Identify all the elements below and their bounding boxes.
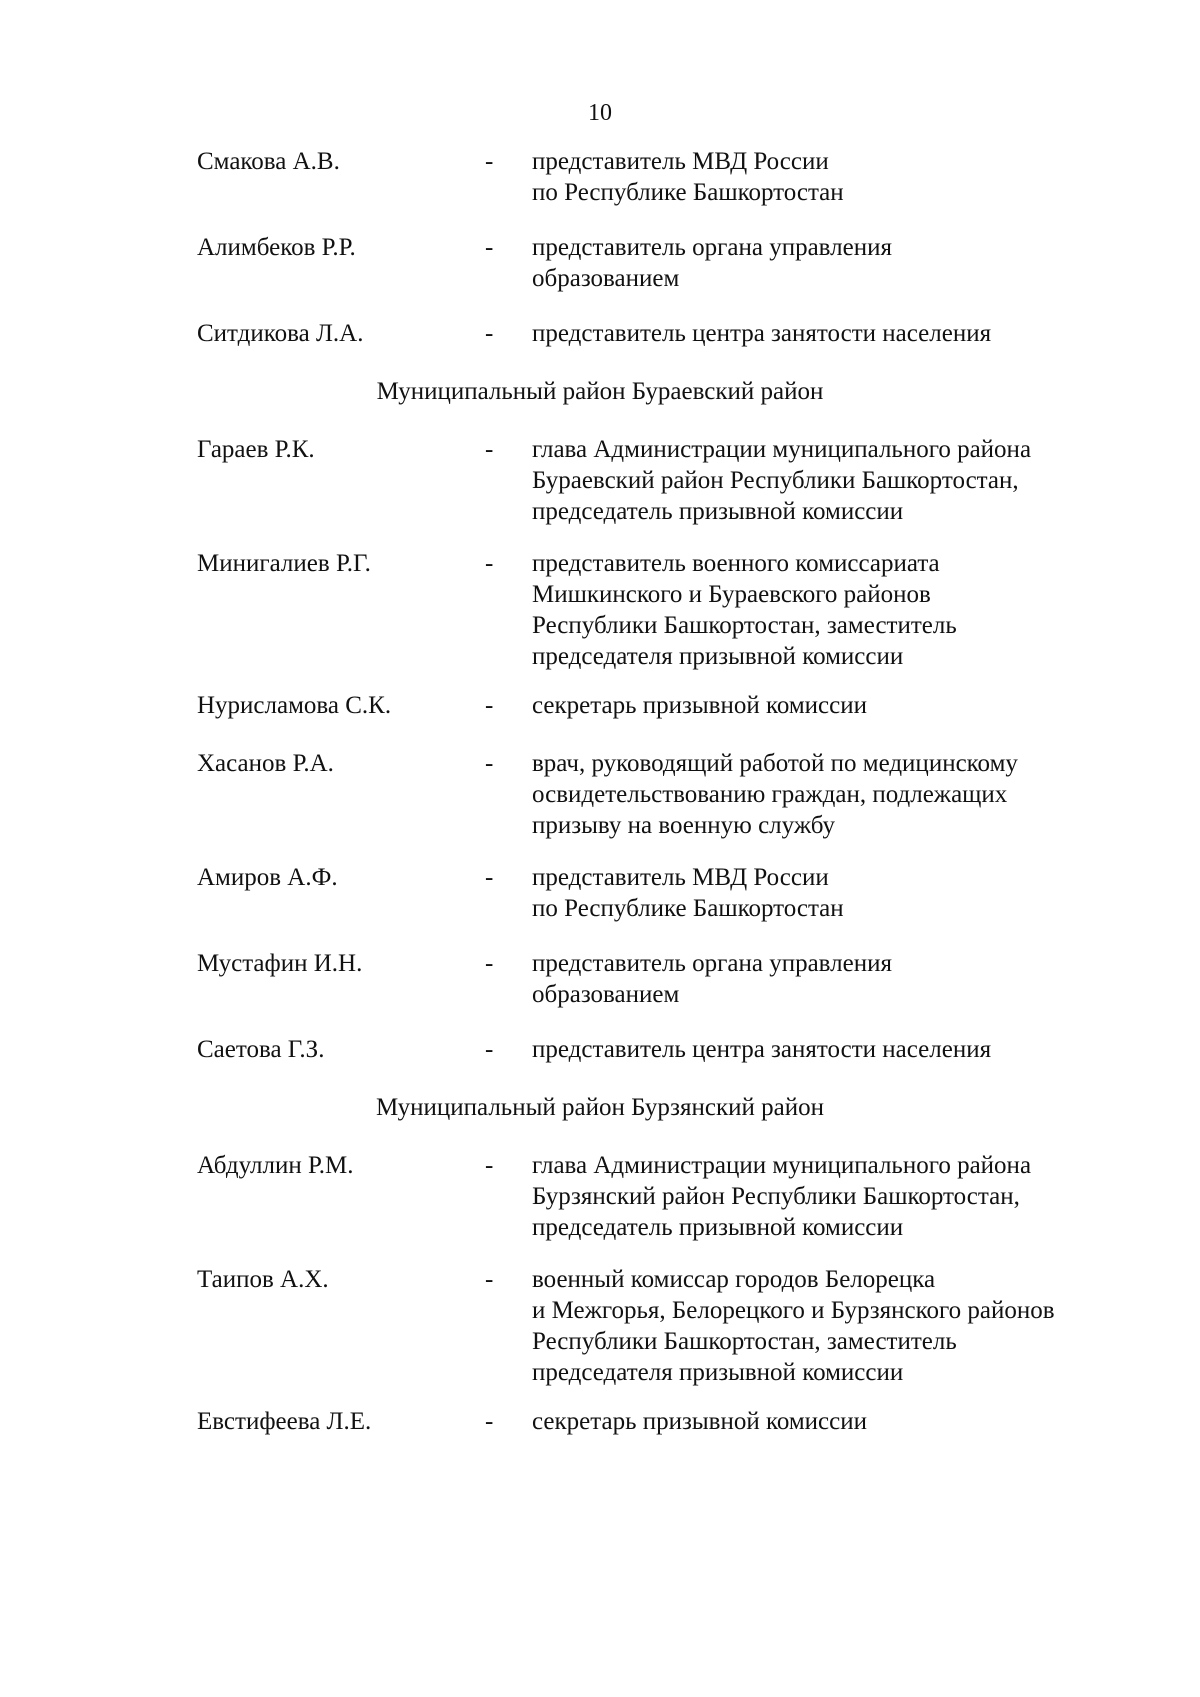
member-name: Абдуллин Р.М. — [197, 1152, 354, 1179]
member-entry — [0, 548, 1200, 678]
section-heading-buraevsky: Муниципальный район Бураевский район — [376, 378, 824, 405]
role-line: Республики Башкортостан, заместитель — [532, 1328, 957, 1355]
separator-dash: - — [485, 148, 494, 175]
member-role — [532, 748, 1122, 841]
role-line: Бураевский район Республики Башкортостан, — [532, 467, 1019, 494]
separator-dash: - — [485, 550, 494, 577]
member-name: Алимбеков Р.Р. — [197, 234, 356, 261]
member-name: Амиров А.Ф. — [197, 864, 338, 891]
member-role — [532, 548, 1122, 672]
member-entry — [0, 1150, 1200, 1280]
separator-dash: - — [485, 1266, 494, 1293]
role-line: глава Администрации муниципального района — [532, 1152, 1032, 1179]
separator-dash: - — [485, 864, 494, 891]
member-name: Минигалиев Р.Г. — [197, 550, 371, 577]
section-heading-burzyansky: Муниципальный район Бурзянский район — [376, 1094, 824, 1121]
separator-dash: - — [485, 750, 494, 777]
role-line: представитель органа управления — [532, 950, 892, 977]
page-number: 10 — [588, 100, 612, 126]
member-entry — [0, 748, 1200, 878]
role-line: председатель призывной комиссии — [532, 498, 904, 525]
role-line: представитель центра занятости населения — [532, 1036, 992, 1063]
member-entry — [0, 1264, 1200, 1394]
member-role — [532, 862, 1122, 924]
role-line: по Республике Башкортостан — [532, 179, 844, 206]
role-line: образованием — [532, 265, 680, 292]
member-name: Хасанов Р.А. — [197, 750, 334, 777]
separator-dash: - — [485, 950, 494, 977]
role-line: врач, руководящий работой по медицинскому — [532, 750, 1018, 777]
separator-dash: - — [485, 436, 494, 463]
role-line: председателя призывной комиссии — [532, 643, 904, 670]
role-line: глава Администрации муниципального района — [532, 436, 1032, 463]
role-line: освидетельствованию граждан, подлежащих — [532, 781, 1008, 808]
role-line: представитель МВД России — [532, 864, 829, 891]
role-line: по Республике Башкортостан — [532, 895, 844, 922]
member-name: Евстифеева Л.Е. — [197, 1408, 372, 1435]
member-role — [532, 318, 1122, 349]
separator-dash: - — [485, 692, 494, 719]
separator-dash: - — [485, 320, 494, 347]
role-line: секретарь призывной комиссии — [532, 692, 868, 719]
role-line: образованием — [532, 981, 680, 1008]
member-name: Саетова Г.З. — [197, 1036, 325, 1063]
role-line: Бурзянский район Республики Башкортостан, — [532, 1183, 1020, 1210]
member-name: Таипов А.Х. — [197, 1266, 329, 1293]
separator-dash: - — [485, 1036, 494, 1063]
member-role — [532, 690, 1122, 721]
member-name: Нурисламова С.К. — [197, 692, 392, 719]
member-name: Мустафин И.Н. — [197, 950, 363, 977]
role-line: представитель МВД России — [532, 148, 829, 175]
separator-dash: - — [485, 234, 494, 261]
role-line: председатель призывной комиссии — [532, 1214, 904, 1241]
member-role — [532, 146, 1122, 208]
role-line: представитель военного комиссариата — [532, 550, 940, 577]
role-line: Республики Башкортостан, заместитель — [532, 612, 957, 639]
role-line: призыву на военную службу — [532, 812, 836, 839]
member-name: Смакова А.В. — [197, 148, 340, 175]
member-name: Гараев Р.К. — [197, 436, 315, 463]
separator-dash: - — [485, 1408, 494, 1435]
role-line: председателя призывной комиссии — [532, 1359, 904, 1386]
member-name: Ситдикова Л.А. — [197, 320, 364, 347]
role-line: военный комиссар городов Белорецка — [532, 1266, 936, 1293]
role-line: представитель центра занятости населения — [532, 320, 992, 347]
role-line: представитель органа управления — [532, 234, 892, 261]
member-role — [532, 1034, 1122, 1065]
member-role — [532, 948, 1122, 1010]
member-role — [532, 1264, 1122, 1388]
member-entry — [0, 1406, 1200, 1536]
role-line: Мишкинского и Бураевского районов — [532, 581, 931, 608]
member-entry — [0, 434, 1200, 564]
separator-dash: - — [485, 1152, 494, 1179]
member-role — [532, 434, 1122, 527]
member-role — [532, 1406, 1122, 1437]
member-role — [532, 232, 1122, 294]
member-role — [532, 1150, 1122, 1243]
role-line: секретарь призывной комиссии — [532, 1408, 868, 1435]
role-line: и Межгорья, Белорецкого и Бурзянского районов — [532, 1297, 1055, 1324]
